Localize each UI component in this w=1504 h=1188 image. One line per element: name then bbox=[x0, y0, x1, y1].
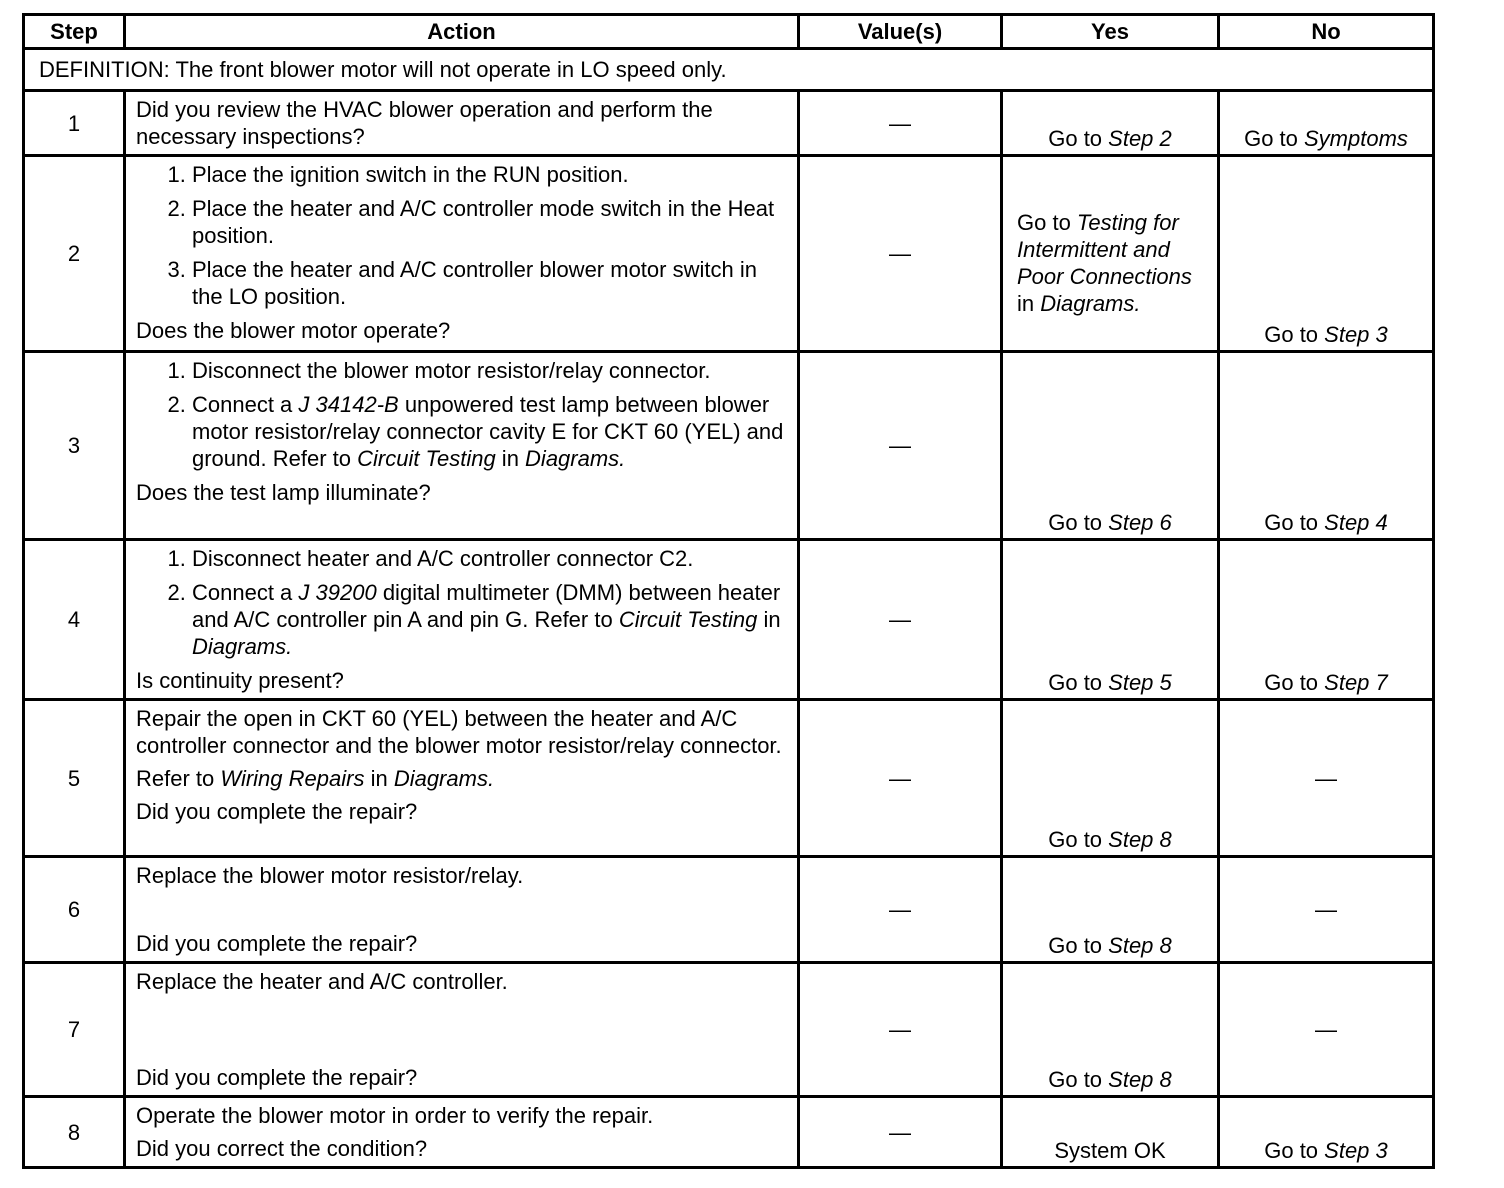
value-cell: — bbox=[799, 91, 1002, 156]
action-question: Did you complete the repair? bbox=[136, 799, 418, 824]
action-question: Is continuity present? bbox=[136, 668, 344, 693]
circuit-testing-link[interactable]: Circuit Testing bbox=[618, 607, 758, 632]
action-item: 1. Disconnect the blower motor resistor/relay connector. bbox=[192, 357, 789, 384]
value-cell: — bbox=[799, 156, 1002, 352]
action-cell bbox=[125, 963, 799, 1097]
action-cell bbox=[125, 156, 799, 352]
action-text: Did you review the HVAC blower operation and perform the necessary inspections? bbox=[136, 97, 713, 149]
yes-prefix: Go to bbox=[1017, 210, 1077, 235]
circuit-testing-link[interactable]: Circuit Testing bbox=[357, 446, 496, 471]
yes-prefix: Go to bbox=[1048, 510, 1109, 535]
yes-cell bbox=[1002, 156, 1219, 352]
step-number: 4 bbox=[24, 540, 125, 700]
yes-step-link[interactable]: Step 8 bbox=[1108, 933, 1172, 958]
action-cell bbox=[125, 352, 799, 540]
diagrams-link[interactable]: Diagrams. bbox=[192, 634, 293, 659]
yes-step-link[interactable]: Step 2 bbox=[1108, 126, 1172, 151]
no-step-link[interactable]: Step 4 bbox=[1324, 510, 1388, 535]
action-item: 1. Place the ignition switch in the RUN position. bbox=[192, 161, 789, 188]
diagrams-link[interactable]: Diagrams. bbox=[393, 766, 495, 791]
value-cell: — bbox=[799, 857, 1002, 963]
no-prefix: Go to bbox=[1264, 510, 1325, 535]
header-no: No bbox=[1219, 15, 1434, 49]
item-text: Connect a bbox=[192, 580, 299, 605]
action-text: Replace the heater and A/C controller. bbox=[136, 969, 508, 994]
item-text: Refer to bbox=[136, 766, 221, 791]
yes-cell bbox=[1002, 540, 1219, 700]
table-row bbox=[24, 352, 1434, 540]
yes-cell bbox=[1002, 91, 1219, 156]
no-cell bbox=[1219, 352, 1434, 540]
no-step-link[interactable]: Step 7 bbox=[1324, 670, 1388, 695]
action-list bbox=[136, 357, 789, 472]
yes-diagrams-link[interactable]: Diagrams. bbox=[1040, 291, 1141, 316]
action-question: Did you correct the condition? bbox=[136, 1136, 428, 1161]
action-text: Replace the blower motor resistor/relay. bbox=[136, 863, 524, 888]
yes-cell bbox=[1002, 1097, 1219, 1168]
no-cell: — bbox=[1219, 857, 1434, 963]
no-prefix: Go to bbox=[1264, 322, 1325, 347]
item-text: in bbox=[495, 446, 526, 471]
yes-in-text: in bbox=[1017, 291, 1041, 316]
action-question: Did you complete the repair? bbox=[136, 1065, 418, 1090]
header-row bbox=[24, 15, 1434, 49]
tool-ref: J 39200 bbox=[298, 580, 377, 605]
step-number: 3 bbox=[24, 352, 125, 540]
action-list bbox=[136, 545, 789, 660]
action-item bbox=[192, 579, 789, 660]
step-number: 5 bbox=[24, 700, 125, 857]
item-text: Connect a bbox=[192, 392, 299, 417]
no-cell bbox=[1219, 156, 1434, 352]
action-item: 3. Place the heater and A/C controller blower motor switch in the LO position. bbox=[192, 256, 789, 310]
yes-cell bbox=[1002, 352, 1219, 540]
action-item: 2. Place the heater and A/C controller mode switch in the Heat position. bbox=[192, 195, 789, 249]
diagrams-link[interactable]: Diagrams. bbox=[525, 446, 626, 471]
table-row bbox=[24, 700, 1434, 857]
yes-cell bbox=[1002, 700, 1219, 857]
action-cell bbox=[125, 1097, 799, 1168]
item-text: in bbox=[364, 766, 394, 791]
step-number: 8 bbox=[24, 1097, 125, 1168]
header-action: Action bbox=[125, 15, 799, 49]
no-cell: — bbox=[1219, 963, 1434, 1097]
header-yes: Yes bbox=[1002, 15, 1219, 49]
action-cell bbox=[125, 91, 799, 156]
yes-text: System OK bbox=[1054, 1138, 1166, 1163]
item-text: digital multimeter (DMM) between heater and A/C controller pin A and pin G. Refer to bbox=[192, 580, 781, 632]
value-cell: — bbox=[799, 352, 1002, 540]
item-text: unpowered test lamp between blower motor resistor/relay connector cavity E for CKT 60 (YEL) and ground. Refer to bbox=[192, 392, 784, 471]
diagnostic-table bbox=[22, 13, 1435, 1169]
refer-line bbox=[136, 765, 789, 792]
yes-step-link[interactable]: Step 5 bbox=[1108, 670, 1172, 695]
no-cell: — bbox=[1219, 700, 1434, 857]
table-row bbox=[24, 91, 1434, 156]
yes-prefix: Go to bbox=[1048, 933, 1109, 958]
yes-prefix: Go to bbox=[1048, 126, 1109, 151]
no-step-link[interactable]: Step 3 bbox=[1324, 1138, 1388, 1163]
no-cell bbox=[1219, 1097, 1434, 1168]
no-prefix: Go to bbox=[1264, 670, 1325, 695]
no-prefix: Go to bbox=[1264, 1138, 1325, 1163]
action-cell bbox=[125, 857, 799, 963]
no-step-link[interactable]: Step 3 bbox=[1324, 322, 1388, 347]
yes-cell bbox=[1002, 857, 1219, 963]
definition-row bbox=[24, 49, 1434, 91]
header-values: Value(s) bbox=[799, 15, 1002, 49]
step-number: 6 bbox=[24, 857, 125, 963]
yes-step-link[interactable]: Step 8 bbox=[1108, 827, 1172, 852]
definition-text: DEFINITION: The front blower motor will not operate in LO speed only. bbox=[24, 49, 1434, 91]
value-cell: — bbox=[799, 963, 1002, 1097]
step-number: 2 bbox=[24, 156, 125, 352]
yes-step-link[interactable]: Step 8 bbox=[1108, 1067, 1172, 1092]
value-cell: — bbox=[799, 1097, 1002, 1168]
header-step: Step bbox=[24, 15, 125, 49]
table-row bbox=[24, 540, 1434, 700]
action-text: Repair the open in CKT 60 (YEL) between the heater and A/C controller connector and the blower motor resistor/relay connector. bbox=[136, 706, 782, 758]
table-row bbox=[24, 857, 1434, 963]
action-item bbox=[192, 391, 789, 472]
action-question: Did you complete the repair? bbox=[136, 931, 418, 956]
yes-prefix: Go to bbox=[1048, 670, 1109, 695]
action-cell bbox=[125, 540, 799, 700]
no-symptoms-link[interactable]: Symptoms bbox=[1304, 126, 1408, 151]
action-question: Does the test lamp illuminate? bbox=[136, 480, 431, 505]
action-question: Does the blower motor operate? bbox=[136, 318, 451, 343]
yes-prefix: Go to bbox=[1048, 1067, 1109, 1092]
no-cell bbox=[1219, 91, 1434, 156]
wiring-repairs-link[interactable]: Wiring Repairs bbox=[220, 766, 365, 791]
action-text: Operate the blower motor in order to verify the repair. bbox=[136, 1103, 654, 1128]
no-cell bbox=[1219, 540, 1434, 700]
no-prefix: Go to bbox=[1244, 126, 1304, 151]
value-cell: — bbox=[799, 700, 1002, 857]
tool-ref: J 34142-B bbox=[298, 392, 399, 417]
table-row bbox=[24, 156, 1434, 352]
yes-testing-link[interactable]: Testing for Intermittent and Poor Connections bbox=[1017, 210, 1192, 289]
table-row bbox=[24, 1097, 1434, 1168]
item-text: in bbox=[757, 607, 781, 632]
value-cell: — bbox=[799, 540, 1002, 700]
yes-prefix: Go to bbox=[1048, 827, 1109, 852]
table-row bbox=[24, 963, 1434, 1097]
action-item: 1. Disconnect heater and A/C controller connector C2. bbox=[192, 545, 789, 572]
action-list bbox=[136, 161, 789, 310]
step-number: 7 bbox=[24, 963, 125, 1097]
step-number: 1 bbox=[24, 91, 125, 156]
yes-cell bbox=[1002, 963, 1219, 1097]
action-cell bbox=[125, 700, 799, 857]
yes-step-link[interactable]: Step 6 bbox=[1108, 510, 1172, 535]
